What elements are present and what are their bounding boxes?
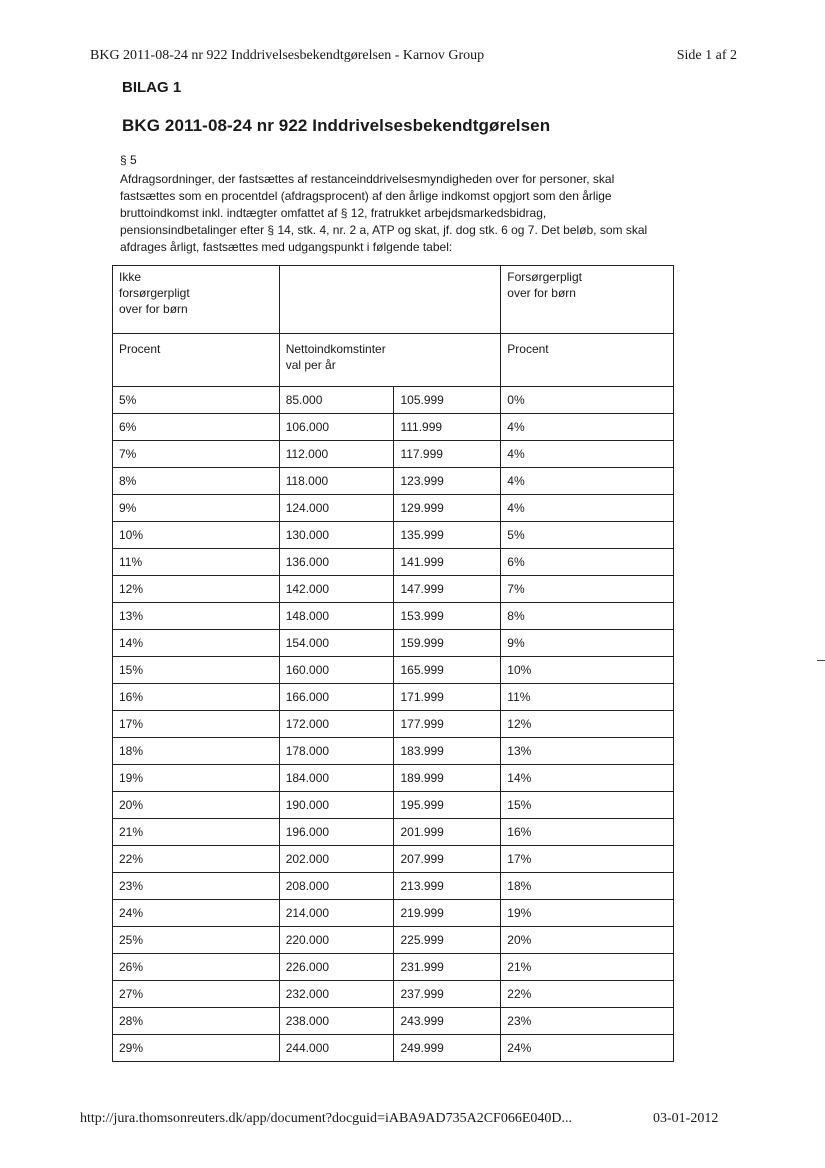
cell-income-from: 202.000: [279, 846, 394, 873]
header-empty: [279, 266, 501, 334]
paragraph-line: fastsættes som en procentdel (afdragsprocent) af den årlige indkomst opgjort som den årlige: [120, 189, 612, 203]
paragraph-line: afdrages årligt, fastsættes med udgangspunkt i følgende tabel:: [120, 240, 453, 254]
subheader-income-interval: [279, 334, 501, 387]
cell-income-from: 112.000: [279, 441, 394, 468]
header-no-custody: [113, 266, 280, 334]
cell-income-from: 160.000: [279, 657, 394, 684]
cell-income-from: 142.000: [279, 576, 394, 603]
cell-percent-custody: 4%: [501, 414, 674, 441]
cell-income-to: 105.999: [394, 387, 501, 414]
cell-percent-custody: 9%: [501, 630, 674, 657]
cell-percent-custody: 19%: [501, 900, 674, 927]
table-row: [113, 954, 674, 981]
cell-percent-no-custody: 21%: [113, 819, 280, 846]
table-row: [113, 1035, 674, 1062]
table-row: [113, 873, 674, 900]
cell-income-from: 244.000: [279, 1035, 394, 1062]
cell-income-to: 189.999: [394, 765, 501, 792]
cell-percent-no-custody: 13%: [113, 603, 280, 630]
table-row: [113, 414, 674, 441]
section-paragraph: [120, 171, 700, 256]
table-row: [113, 657, 674, 684]
cell-percent-custody: 15%: [501, 792, 674, 819]
page-header-title: BKG 2011-08-24 nr 922 Inddrivelsesbekendtgørelsen - Karnov Group: [90, 48, 485, 63]
cell-percent-custody: 8%: [501, 603, 674, 630]
cell-percent-no-custody: 26%: [113, 954, 280, 981]
table-row: [113, 684, 674, 711]
cell-percent-custody: 20%: [501, 927, 674, 954]
header-text: over for børn: [119, 302, 188, 316]
document-title: BKG 2011-08-24 nr 922 Inddrivelsesbekendtgørelsen: [122, 116, 551, 135]
cell-income-to: 243.999: [394, 1008, 501, 1035]
table-row: [113, 819, 674, 846]
cell-percent-custody: 13%: [501, 738, 674, 765]
paragraph-line: Afdragsordninger, der fastsættes af restanceinddrivelsesmyndigheden over for personer, skal: [120, 172, 615, 186]
cell-percent-no-custody: 7%: [113, 441, 280, 468]
cell-income-to: 225.999: [394, 927, 501, 954]
table-row: [113, 711, 674, 738]
header-text: over for børn: [507, 286, 576, 300]
table-row: [113, 549, 674, 576]
cell-percent-no-custody: 9%: [113, 495, 280, 522]
paragraph-line: bruttoindkomst inkl. indtægter omfattet af § 12, fratrukket arbejdsmarkedsbidrag,: [120, 206, 547, 220]
cell-income-from: 136.000: [279, 549, 394, 576]
table-row: [113, 576, 674, 603]
cell-percent-custody: 6%: [501, 549, 674, 576]
cell-income-from: 106.000: [279, 414, 394, 441]
table-row: [113, 1008, 674, 1035]
cell-income-to: 135.999: [394, 522, 501, 549]
cell-income-to: 219.999: [394, 900, 501, 927]
footer-date: 03-01-2012: [653, 1111, 719, 1126]
cell-percent-no-custody: 23%: [113, 873, 280, 900]
cell-percent-custody: 17%: [501, 846, 674, 873]
header-text: Nettoindkomstinter: [285, 342, 386, 356]
cell-income-to: 141.999: [394, 549, 501, 576]
header-text: Forsørgerpligt: [507, 270, 582, 284]
cell-income-from: 226.000: [279, 954, 394, 981]
table-row: [113, 765, 674, 792]
header-custody: [501, 266, 674, 334]
cell-income-from: 232.000: [279, 981, 394, 1008]
cell-income-to: 129.999: [394, 495, 501, 522]
cell-percent-custody: 22%: [501, 981, 674, 1008]
cell-percent-custody: 16%: [501, 819, 674, 846]
table-row: [113, 387, 674, 414]
cell-income-to: 177.999: [394, 711, 501, 738]
cell-percent-no-custody: 11%: [113, 549, 280, 576]
cell-income-from: 130.000: [279, 522, 394, 549]
cell-percent-no-custody: 28%: [113, 1008, 280, 1035]
cell-income-from: 208.000: [279, 873, 394, 900]
page-number: Side 1 af 2: [676, 48, 737, 63]
header-text: val per år: [285, 358, 336, 372]
cell-percent-custody: 4%: [501, 441, 674, 468]
table-row: [113, 927, 674, 954]
table-header-row: [113, 266, 674, 334]
cell-percent-custody: 10%: [501, 657, 674, 684]
header-text: Ikke: [119, 270, 142, 284]
cell-percent-custody: 21%: [501, 954, 674, 981]
cell-income-to: 183.999: [394, 738, 501, 765]
cell-income-to: 171.999: [394, 684, 501, 711]
table-row: [113, 603, 674, 630]
cell-percent-custody: 4%: [501, 495, 674, 522]
table-row: [113, 981, 674, 1008]
cell-income-from: 148.000: [279, 603, 394, 630]
cell-income-from: 124.000: [279, 495, 394, 522]
installment-table: [112, 265, 674, 1062]
cell-income-from: 85.000: [279, 387, 394, 414]
cell-percent-custody: 5%: [501, 522, 674, 549]
cell-income-to: 165.999: [394, 657, 501, 684]
cell-income-from: 118.000: [279, 468, 394, 495]
cell-income-from: 220.000: [279, 927, 394, 954]
subheader-percent-right: Procent: [501, 334, 674, 387]
cell-percent-no-custody: 15%: [113, 657, 280, 684]
table-row: [113, 441, 674, 468]
cell-percent-custody: 7%: [501, 576, 674, 603]
table-row: [113, 900, 674, 927]
cell-percent-no-custody: 14%: [113, 630, 280, 657]
cell-income-to: 117.999: [394, 441, 501, 468]
table-row: [113, 522, 674, 549]
cell-percent-no-custody: 29%: [113, 1035, 280, 1062]
cell-percent-custody: 24%: [501, 1035, 674, 1062]
footer-url: http://jura.thomsonreuters.dk/app/document?docguid=iABA9AD735A2CF066E040D...: [80, 1111, 573, 1126]
cell-percent-no-custody: 16%: [113, 684, 280, 711]
cell-income-to: 111.999: [394, 414, 501, 441]
cell-income-from: 184.000: [279, 765, 394, 792]
cell-percent-no-custody: 12%: [113, 576, 280, 603]
cell-percent-no-custody: 22%: [113, 846, 280, 873]
cell-percent-no-custody: 10%: [113, 522, 280, 549]
header-text: forsørgerpligt: [119, 286, 190, 300]
cell-income-to: 153.999: [394, 603, 501, 630]
cell-income-from: 190.000: [279, 792, 394, 819]
table-subheader-row: [113, 334, 674, 387]
cell-percent-no-custody: 24%: [113, 900, 280, 927]
cell-income-to: 159.999: [394, 630, 501, 657]
cell-percent-custody: 12%: [501, 711, 674, 738]
table-row: [113, 468, 674, 495]
cell-percent-no-custody: 25%: [113, 927, 280, 954]
cell-income-to: 195.999: [394, 792, 501, 819]
paragraph-line: pensionsindbetalinger efter § 14, stk. 4, nr. 2 a, ATP og skat, jf. dog stk. 6 og 7. Det beløb, som skal: [120, 223, 648, 237]
cell-income-from: 196.000: [279, 819, 394, 846]
cell-percent-no-custody: 27%: [113, 981, 280, 1008]
cell-income-from: 154.000: [279, 630, 394, 657]
cell-income-to: 123.999: [394, 468, 501, 495]
cell-percent-custody: 11%: [501, 684, 674, 711]
cell-percent-custody: 23%: [501, 1008, 674, 1035]
cell-income-to: 207.999: [394, 846, 501, 873]
cell-income-from: 238.000: [279, 1008, 394, 1035]
cell-percent-no-custody: 8%: [113, 468, 280, 495]
table-row: [113, 792, 674, 819]
section-number: § 5: [120, 153, 137, 167]
cell-income-to: 249.999: [394, 1035, 501, 1062]
table-row: [113, 738, 674, 765]
cell-income-to: 213.999: [394, 873, 501, 900]
table-row: [113, 846, 674, 873]
cell-income-to: 237.999: [394, 981, 501, 1008]
cell-percent-custody: 14%: [501, 765, 674, 792]
cell-percent-custody: 18%: [501, 873, 674, 900]
cell-income-to: 147.999: [394, 576, 501, 603]
cell-income-from: 166.000: [279, 684, 394, 711]
table-row: [113, 495, 674, 522]
appendix-label: BILAG 1: [122, 79, 182, 96]
cell-percent-no-custody: 20%: [113, 792, 280, 819]
scan-edge-mark: [817, 660, 825, 661]
subheader-percent-left: Procent: [113, 334, 280, 387]
cell-income-to: 231.999: [394, 954, 501, 981]
cell-percent-custody: 0%: [501, 387, 674, 414]
cell-income-from: 214.000: [279, 900, 394, 927]
cell-income-to: 201.999: [394, 819, 501, 846]
cell-percent-no-custody: 17%: [113, 711, 280, 738]
cell-income-from: 172.000: [279, 711, 394, 738]
cell-percent-no-custody: 5%: [113, 387, 280, 414]
cell-percent-no-custody: 19%: [113, 765, 280, 792]
table-row: [113, 630, 674, 657]
cell-income-from: 178.000: [279, 738, 394, 765]
cell-percent-no-custody: 6%: [113, 414, 280, 441]
cell-percent-custody: 4%: [501, 468, 674, 495]
cell-percent-no-custody: 18%: [113, 738, 280, 765]
